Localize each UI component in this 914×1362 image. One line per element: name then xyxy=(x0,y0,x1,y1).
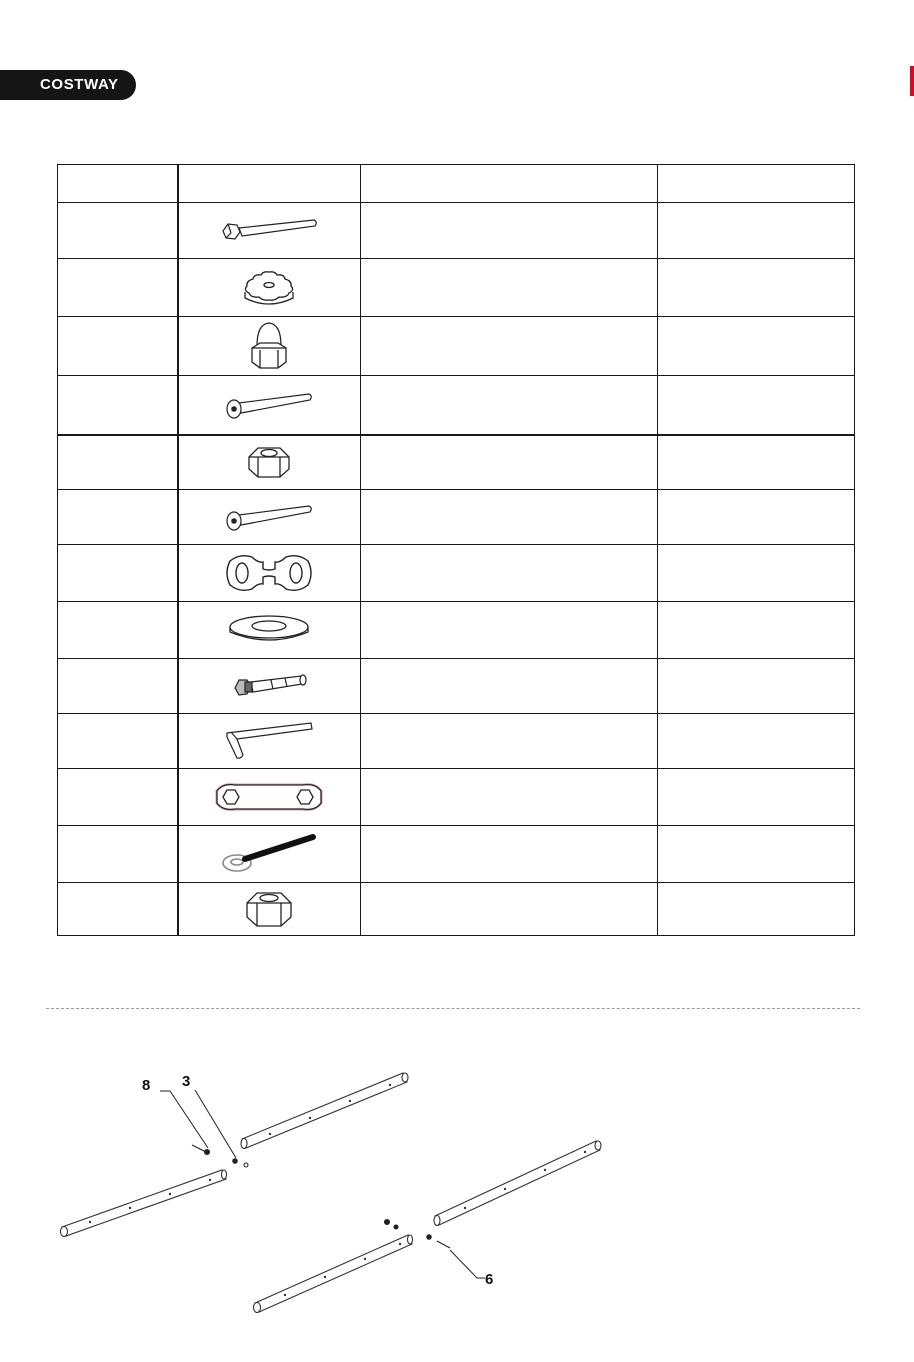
part-image-cell xyxy=(178,883,361,936)
header-cell xyxy=(178,165,361,203)
part-image-cell xyxy=(178,259,361,317)
button-head-bolt-icon xyxy=(223,499,315,535)
flat-washer-icon xyxy=(227,612,311,648)
section-divider xyxy=(46,1008,860,1009)
part-image-cell xyxy=(178,490,361,545)
part-description-cell xyxy=(361,769,658,826)
button-head-bolt-long-icon xyxy=(223,387,315,423)
table-row xyxy=(58,769,855,826)
part-quantity-cell xyxy=(658,376,855,435)
part-label-cell xyxy=(58,435,178,490)
part-description-cell xyxy=(361,317,658,376)
callout-label: 3 xyxy=(182,1073,191,1090)
part-image-cell xyxy=(178,317,361,376)
part-image-cell xyxy=(178,659,361,714)
part-quantity-cell xyxy=(658,203,855,259)
part-image-cell xyxy=(178,769,361,826)
part-label-cell xyxy=(58,376,178,435)
part-quantity-cell xyxy=(658,883,855,936)
frame-tube xyxy=(435,1141,600,1225)
tube-end xyxy=(434,1216,440,1226)
part-quantity-cell xyxy=(658,602,855,659)
part-quantity-cell xyxy=(658,490,855,545)
tube-end xyxy=(241,1139,247,1149)
part-quantity-cell xyxy=(658,259,855,317)
brand-tab xyxy=(0,70,136,100)
part-description-cell xyxy=(361,490,658,545)
part-label-cell xyxy=(58,490,178,545)
table-row xyxy=(58,602,855,659)
frame-tube xyxy=(242,1073,407,1148)
part-quantity-cell xyxy=(658,317,855,376)
leader-line xyxy=(195,1090,236,1158)
part-description-cell xyxy=(361,376,658,435)
tube-end xyxy=(254,1303,261,1313)
part-description-cell xyxy=(361,602,658,659)
part-label-cell xyxy=(58,545,178,602)
frame-tube xyxy=(255,1235,412,1312)
star-knob-icon xyxy=(239,266,299,310)
part-description-cell xyxy=(361,259,658,317)
part-image-cell xyxy=(178,203,361,259)
hex-nut-icon xyxy=(246,443,292,481)
part-label-cell xyxy=(58,714,178,769)
part-description-cell xyxy=(361,203,658,259)
double-wrench-icon xyxy=(213,779,325,815)
callout-label: 6 xyxy=(485,1271,494,1288)
part-image-cell xyxy=(178,435,361,490)
part-quantity-cell xyxy=(658,769,855,826)
table-row xyxy=(58,259,855,317)
expansion-bolt-icon xyxy=(227,668,311,704)
part-label-cell xyxy=(58,259,178,317)
parts-table xyxy=(57,164,855,936)
header-cell xyxy=(658,165,855,203)
lock-nut-icon xyxy=(244,889,294,929)
part-image-cell xyxy=(178,602,361,659)
table-row xyxy=(58,203,855,259)
callout-label: 8 xyxy=(142,1077,151,1094)
part-label-cell xyxy=(58,659,178,714)
header-cell xyxy=(58,165,178,203)
part-image-cell xyxy=(178,545,361,602)
part-description-cell xyxy=(361,435,658,490)
tube-end xyxy=(402,1073,408,1082)
part-quantity-cell xyxy=(658,545,855,602)
part-label-cell xyxy=(58,883,178,936)
tube-end xyxy=(408,1235,413,1244)
header-cell xyxy=(361,165,658,203)
part-quantity-cell xyxy=(658,435,855,490)
table-row xyxy=(58,826,855,883)
bolt-part xyxy=(192,1145,206,1152)
allen-key-icon xyxy=(223,719,315,763)
part-label-cell xyxy=(58,203,178,259)
table-row xyxy=(58,714,855,769)
part-description-cell xyxy=(361,883,658,936)
table-row xyxy=(58,435,855,490)
rubber-spacer-icon xyxy=(222,551,316,595)
tube-end xyxy=(222,1170,227,1179)
tube-end xyxy=(595,1141,601,1150)
part-description-cell xyxy=(361,659,658,714)
brand-logo: COSTWAY xyxy=(40,76,119,93)
table-row xyxy=(58,317,855,376)
page-edge-marker xyxy=(910,66,914,96)
table-header-row xyxy=(58,165,855,203)
frame-tube xyxy=(62,1170,226,1236)
assembly-diagram xyxy=(40,1030,640,1330)
hex-bolt-icon xyxy=(219,214,319,248)
part-quantity-cell xyxy=(658,826,855,883)
table-row xyxy=(58,883,855,936)
part-description-cell xyxy=(361,826,658,883)
part-quantity-cell xyxy=(658,714,855,769)
table-row xyxy=(58,545,855,602)
eye-bolt-icon xyxy=(219,831,319,877)
part-label-cell xyxy=(58,317,178,376)
acorn-cap-nut-icon xyxy=(249,320,289,372)
part-description-cell xyxy=(361,714,658,769)
part-image-cell xyxy=(178,376,361,435)
table-row xyxy=(58,659,855,714)
part-description-cell xyxy=(361,545,658,602)
table-row xyxy=(58,490,855,545)
part-image-cell xyxy=(178,826,361,883)
part-image-cell xyxy=(178,714,361,769)
part-quantity-cell xyxy=(658,659,855,714)
table-row xyxy=(58,376,855,435)
part-label-cell xyxy=(58,602,178,659)
tube-end xyxy=(61,1227,68,1237)
part-label-cell xyxy=(58,769,178,826)
leader-line xyxy=(450,1250,485,1278)
bolt-part xyxy=(437,1241,450,1248)
part-label-cell xyxy=(58,826,178,883)
